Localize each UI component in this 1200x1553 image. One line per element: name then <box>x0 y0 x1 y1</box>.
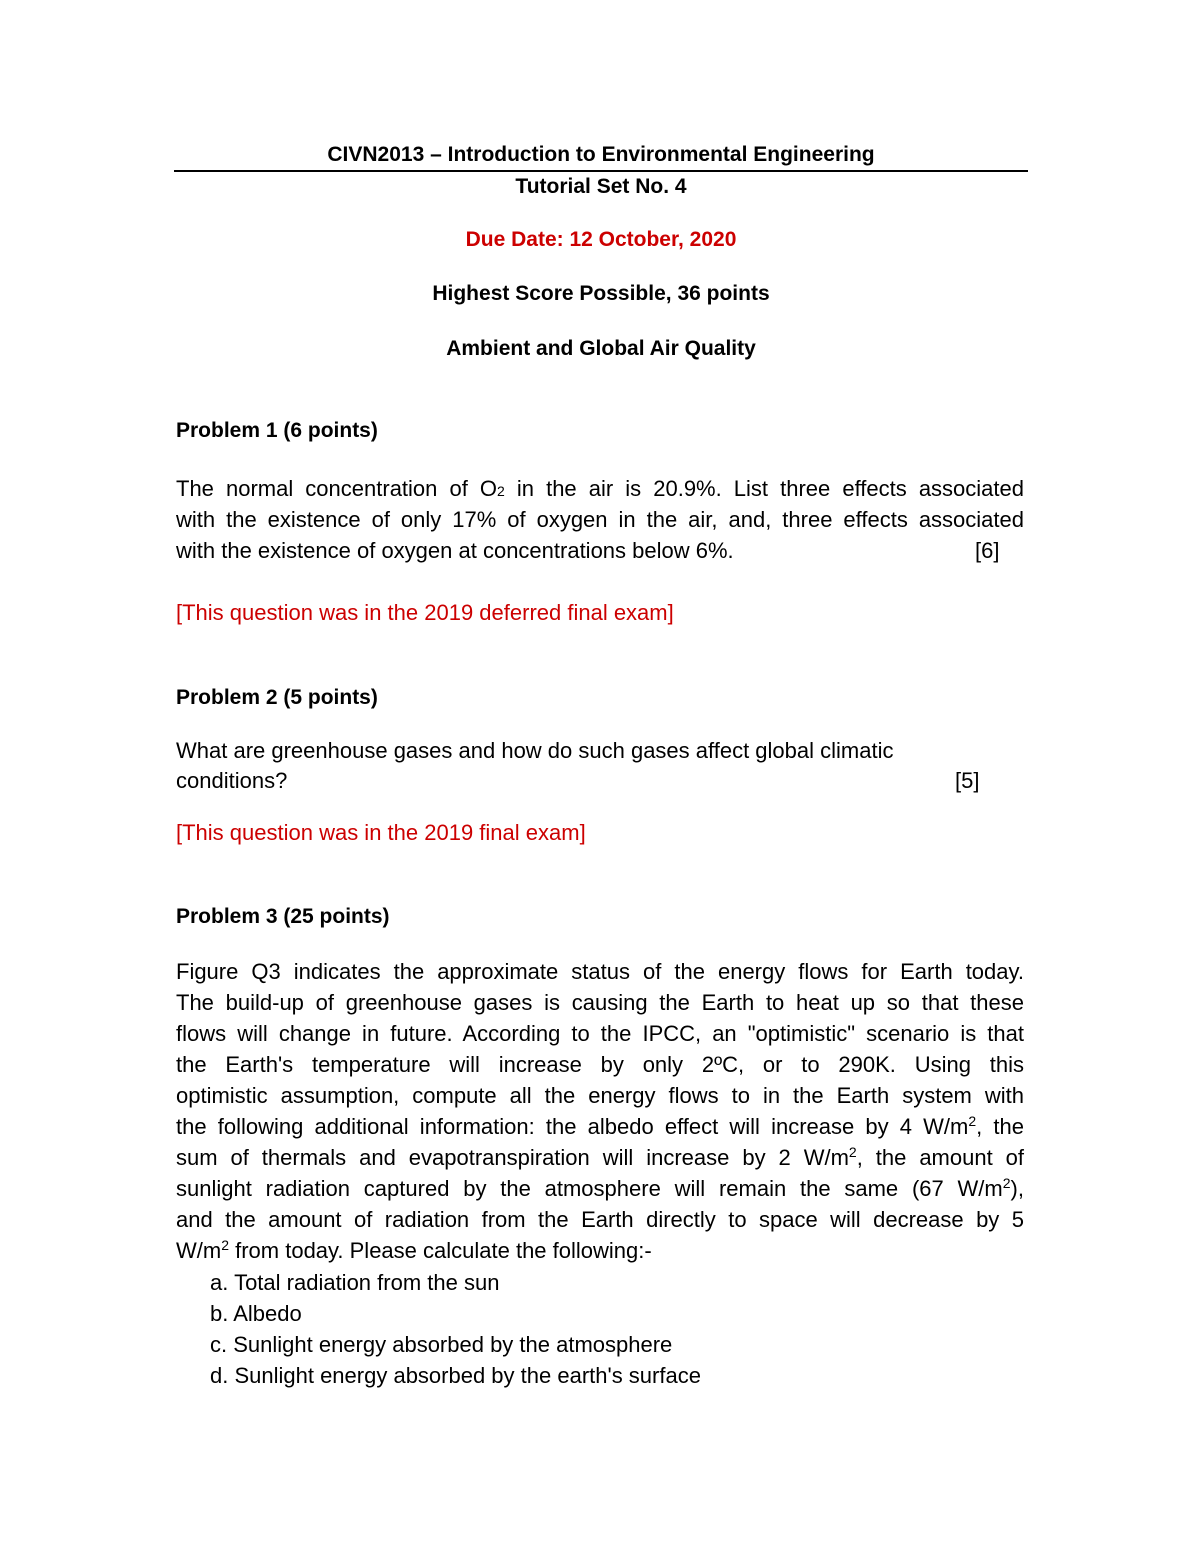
highest-score: Highest Score Possible, 36 points <box>432 282 770 305</box>
problem-1-line-1: The normal concentration of O2 in the air is 20.9%. List three effects associated <box>176 476 1025 501</box>
problem-1-heading: Problem 1 (6 points) <box>176 419 378 442</box>
problem-3-line-6: the following additional information: the albedo effect will increase by 4 $W/m^2$, the <box>176 1113 1024 1139</box>
problem-2-mark: [5] <box>955 768 980 793</box>
problem-3-line-5: optimistic assumption, compute all the energy flows to in the Earth system with <box>176 1083 1024 1108</box>
due-date: Due Date: 12 October, 2020 <box>465 228 737 251</box>
problem-1-note: [This question was in the 2019 deferred final exam] <box>176 600 674 625</box>
problem-3-line-10: $W/m^2$ from today. Please calculate the following:- <box>176 1237 652 1263</box>
problem-1-line-2: with the existence of only 17% of oxygen in the air, and, three effects associated <box>176 507 1024 532</box>
problem-3-line-2: The build-up of greenhouse gases is causing the Earth to heat up so that these <box>176 990 1024 1015</box>
problem-3-heading: Problem 3 (25 points) <box>176 905 390 928</box>
topic-title: Ambient and Global Air Quality <box>446 337 756 360</box>
tutorial-set: Tutorial Set No. 4 <box>515 175 687 198</box>
problem-3-line-4: the Earth's temperature will increase by only 2ºC, or to 290K. Using this <box>176 1052 1024 1077</box>
problem-3-line-8: sunlight radiation captured by the atmosphere will remain the same (67 $W/m^2$), <box>176 1175 1024 1201</box>
problem-3-line-7: sum of thermals and evapotranspiration will increase by 2 $W/m^2$, the amount of <box>176 1144 1024 1170</box>
problem-2-line-2: conditions? <box>176 768 288 793</box>
problem-3-line-3: flows will change in future. According to the IPCC, an "optimistic" scenario is that <box>176 1021 1024 1046</box>
problem-3-item-b: b. Albedo <box>210 1301 302 1326</box>
problem-2-heading: Problem 2 (5 points) <box>176 686 378 709</box>
problem-2-line-1: What are greenhouse gases and how do such gases affect global climatic <box>176 738 894 763</box>
problem-3-line-1: Figure Q3 indicates the approximate status of the energy flows for Earth today. <box>176 959 1024 984</box>
problem-3-item-a: a. Total radiation from the sun <box>210 1270 500 1295</box>
problem-3-line-9: and the amount of radiation from the Earth directly to space will decrease by 5 <box>176 1207 1024 1232</box>
problem-2-note: [This question was in the 2019 final exam] <box>176 820 586 845</box>
title-underline <box>174 170 1028 172</box>
problem-3-item-c: c. Sunlight energy absorbed by the atmosphere <box>210 1332 673 1357</box>
problem-3-item-d: d. Sunlight energy absorbed by the earth's surface <box>210 1363 701 1388</box>
problem-1-line-3: with the existence of oxygen at concentrations below 6%. <box>176 538 734 563</box>
course-title: CIVN2013 – Introduction to Environmental Engineering <box>327 143 875 166</box>
problem-1-mark: [6] <box>975 538 1000 563</box>
